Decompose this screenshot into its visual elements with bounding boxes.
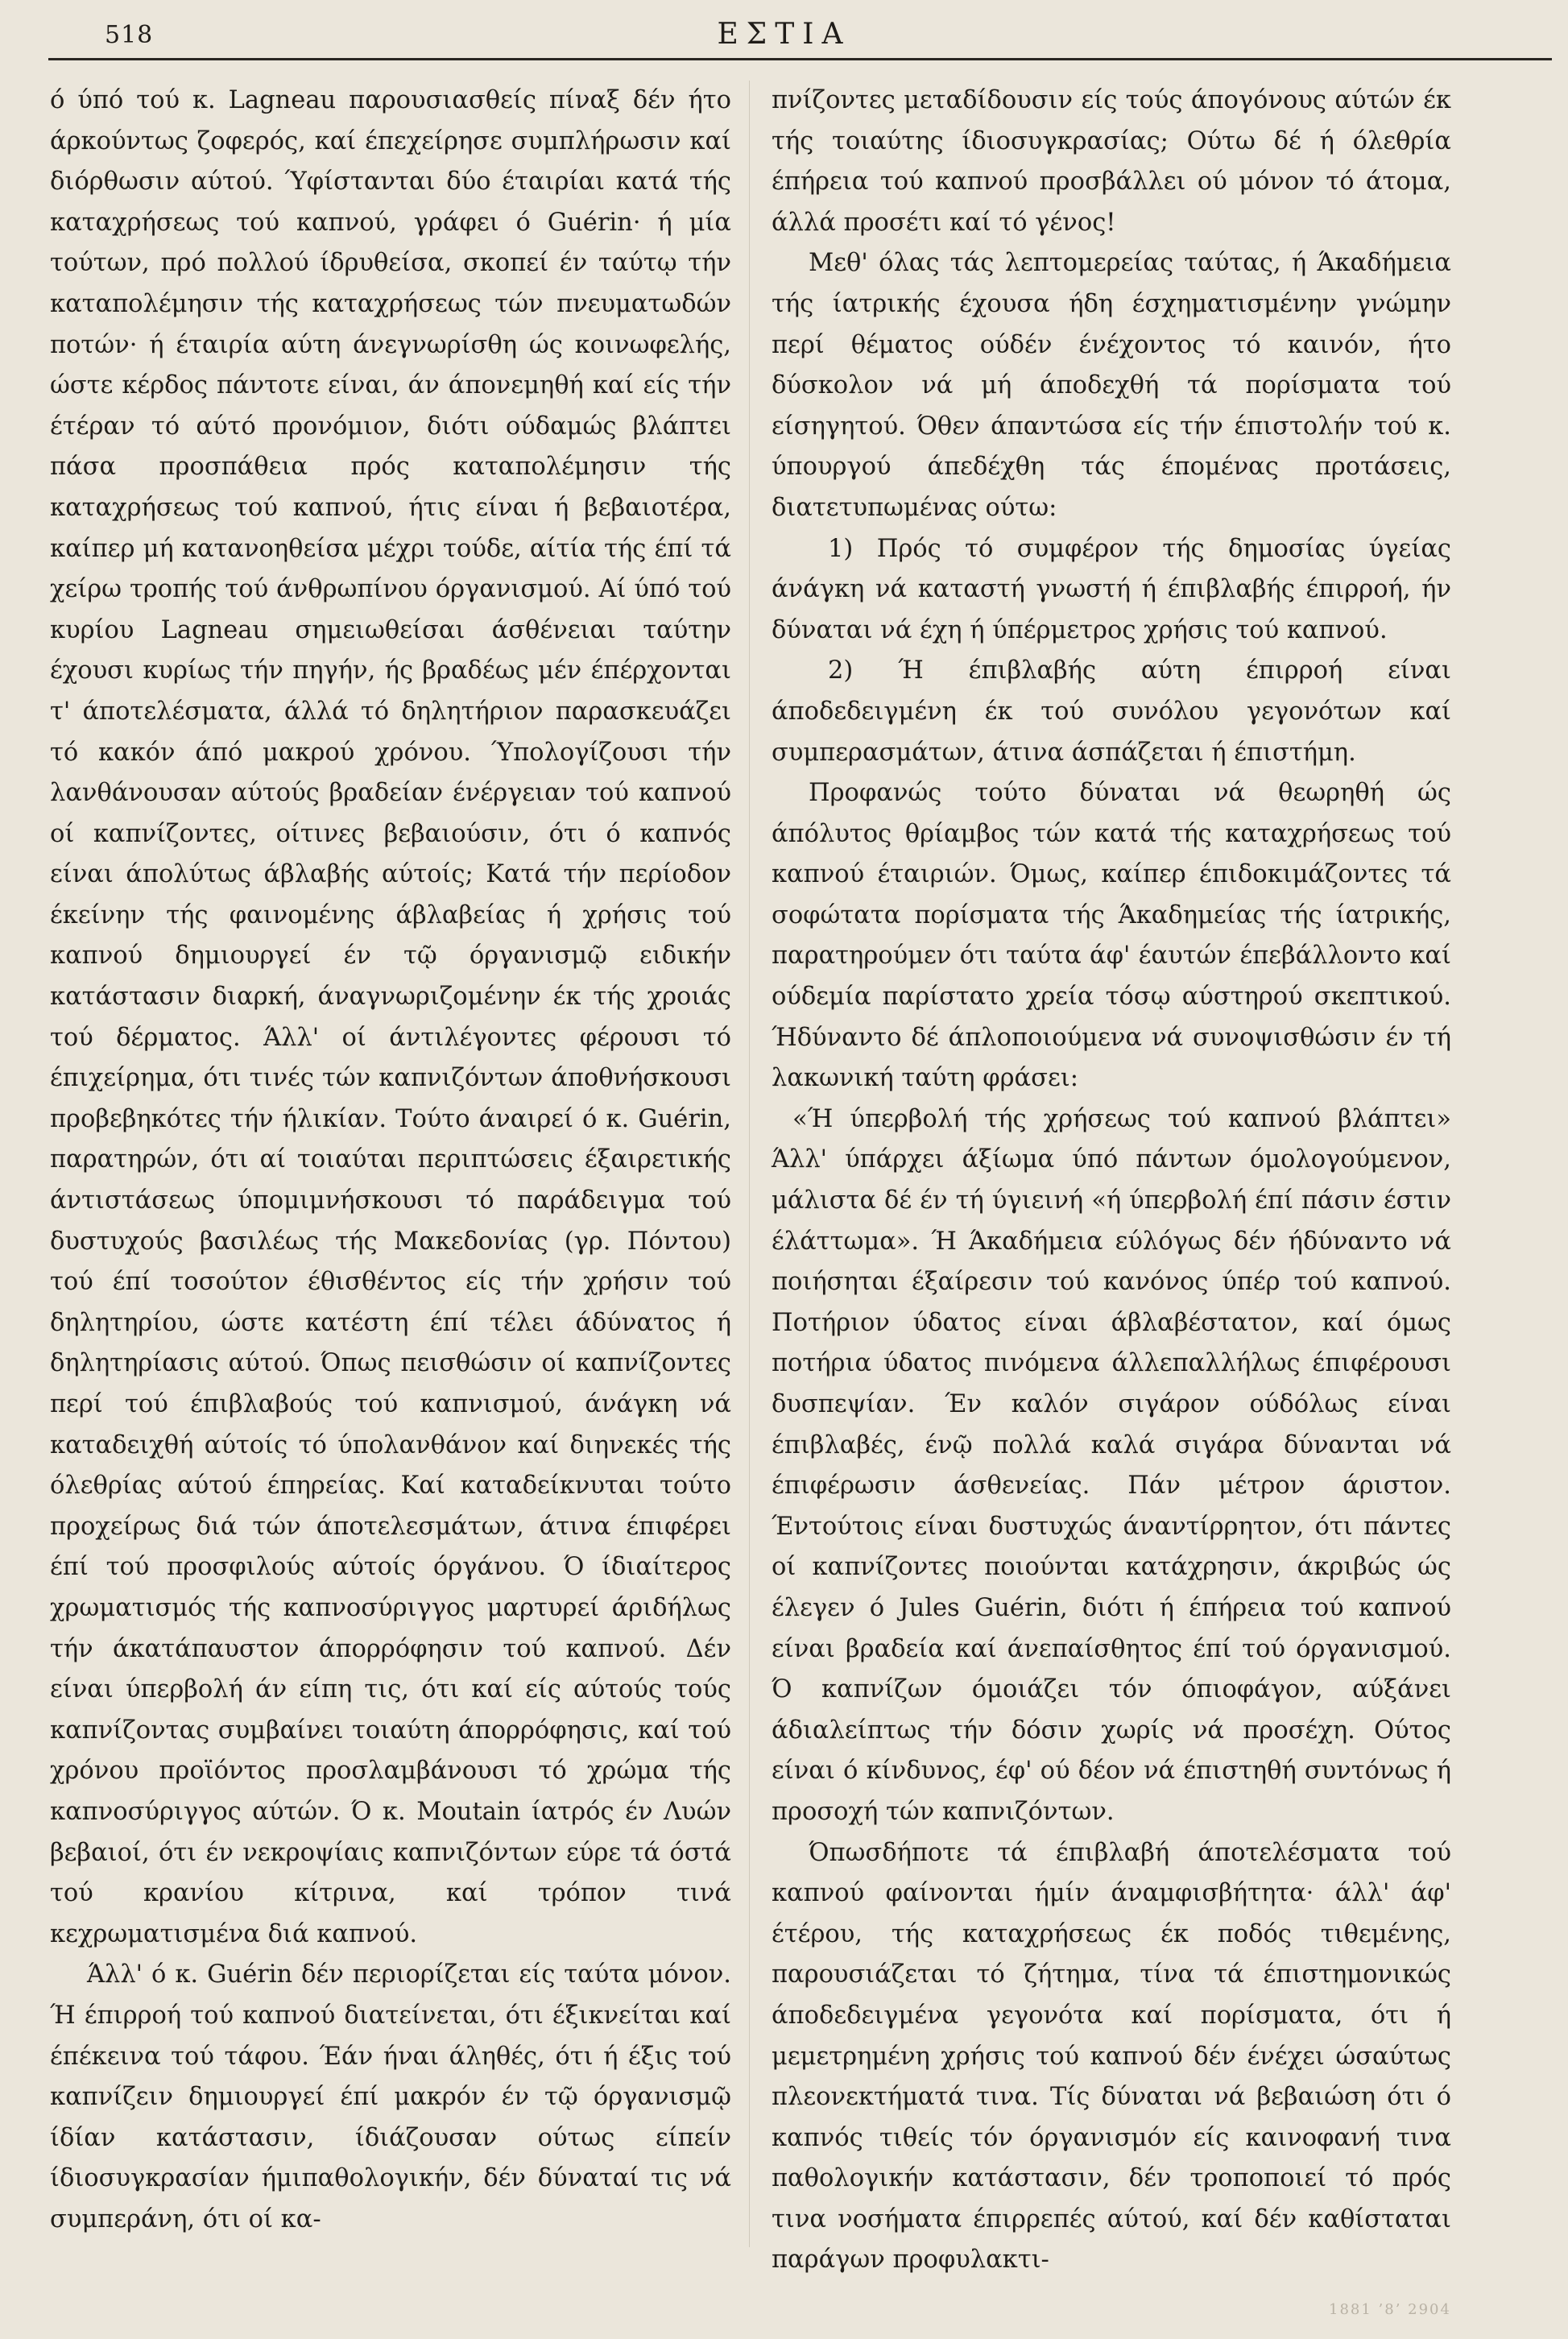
left-paragraph-1: ό ύπό τού κ. Lagneau παρουσιασθείς πίναξ δέν ήτο άρκούντως ζοφερός, καί έπεχείρησε συμπλήρωσιν καί διόρθωσιν αύτού. Ύφίστανται δύο έταιρίαι κατά τής καταχρήσεως τού καπνού, γράφει ό Guérin· ή μία τούτων, πρό πολλού ίδρυθείσα, σκοπεί έν ταύτῳ τήν καταπολέμησιν τής καταχρήσεως τών πνευματωδών ποτών· ή έταιρία αύτη άνεγνωρίσθη ώς κοινωφελής, ώστε κέρδος πάντοτε είναι, άν άπονεμηθή καί είς τήν έτέραν τό αύτό προνόμιον, διότι ούδαμώς βλάπτει πάσα προσπάθεια πρός καταπολέμησιν τής καταχρήσεως τού καπνού, ήτις είναι ή βεβαιοτέρα, καίπερ μή κατανοηθείσα μέχρι τούδε, αίτία τής έπί τά χείρω τροπής τού άνθρωπίνου όργανισμού. Αί ύπό τού κυρίου Lagneau σημειωθείσαι άσθένειαι ταύτην έχουσι κυρίως τήν πηγήν, ής βραδέως μέν έπέρχονται τ' άποτελέσματα, άλλά τό δηλητήριον παρασκευάζει τό κακόν άπό μακρού χρόνου. Ύπολογίζουσι τήν λανθάνουσαν αύτούς βραδείαν ένέργειαν τού καπνού οί καπνίζοντες, οίτινες βεβαιούσιν, ότι ό καπνός είναι άπολύτως άβλαβής αύτοίς; Κατά τήν περίοδον έκείνην τής φαινομένης άβλαβείας ή χρήσις τού καπνού δημιουργεί έν τῷ όργανισμῷ ειδικήν κατάστασιν διαρκή, άναγνωριζομένην έκ τής χροιάς τού δέρματος. Άλλ' οί άντιλέγοντες φέρουσι τό έπιχείρημα, ότι τινές τών καπνιζόντων άποθνήσκουσι προβεβηκότες τήν ήλικίαν. Τούτο άναιρεί ό κ. Guérin, παρατηρών, ότι αί τοιαύται περιπτώσεις έξαιρετικής άντιστάσεως ύπομιμνήσκουσι τό παράδειγμα τού δυστυχούς βασιλέως τής Μακεδονίας (γρ. Πόντου) τού έπί τοσούτον έθισθέντος είς τήν χρήσιν τού δηλητηρίου, ώστε κατέστη έπί τέλει άδύνατος ή δηλητηρίασις αύτού. Όπως πεισθώσιν οί καπνίζοντες περί τού έπιβλαβούς τού καπνισμού, άνάγκη νά καταδειχθή αύτοίς τό ύπολανθάνον καί διηνεκές τής όλεθρίας αύτού έπηρείας. Καί καταδείκνυται τούτο προχείρως διά τών άποτελεσμάτων, άτινα έπιφέρει έπί τού προσφιλούς αύτοίς όργάνου. Ό ίδιαίτερος χρωματισμός τής καπνοσύριγγος μαρτυρεί άριδήλως τήν άκατάπαυστον άπορρόφησιν τού καπνού. Δέν είναι ύπερβολή άν είπη τις, ότι καί είς αύτούς τούς καπνίζοντας συμβαίνει τοιαύτη άπορρόφησις, καί τού χρόνου προϊόντος προσλαμβάνουσι τό χρώμα τής καπνοσύριγγος αύτών. Ό κ. Moutain ίατρός έν Λυών βεβαιοί, ότι έν νεκροψίαις καπνιζόντων εύρε τά όστά τού κρανίου κίτρινα, καί τρόπον τινά κεχρωματισμένα διά καπνού. (50, 86, 731, 1948)
faint-footer-mark: 1881 ’8’ 2904 (1329, 2301, 1451, 2318)
page-number: 518 (105, 21, 154, 49)
right-paragraph-5: Όπωσδήποτε τά έπιβλαβή άποτελέσματα τού καπνού φαίνονται ήμίν άναμφισβήτητα· άλλ' άφ' έτέρου, τής καταχρήσεως έκ ποδός τιθεμένης, παρουσιάζεται τό ζήτημα, τίνα τά έπιστημονικώς άποδεδειγμένα γεγονότα καί πορίσματα, ότι ή μεμετρημένη χρήσις τού καπνού δέν ένέχει ώσαύτως πλεονεκτήματά τινα. Τίς δύναται νά βεβαιώση ότι ό καπνός τιθείς τόν όργανισμόν είς καινοφανή τινα παθολογικήν κατάστασιν, δέν τροποποιεί τό πρός τινα νοσήματα έπιρρεπές αύτού, καί δέν καθίσταται παράγων προφυλακτι- (772, 1838, 1451, 2275)
right-paragraph-4: «Ή ύπερβολή τής χρήσεως τού καπνού βλάπτει» Άλλ' ύπάρχει άξίωμα ύπό πάντων όμολογούμενον, μάλιστα δέ έν τή ύγιεινή «ή ύπερβολή έπί πάσιν έστιν έλάττωμα». Ή Άκαδήμεια εύλόγως δέν ήδύναντο νά ποιήσηται έξαίρεσιν τού κανόνος ύπέρ τού καπνού. Ποτήριον ύδατος είναι άβλαβέστατον, καί όμως ποτήρια ύδατος πινόμενα άλλεπαλλήλως έπιφέρουσι δυσπεψίαν. Έν καλόν σιγάρον ούδόλως είναι έπιβλαβές, ένῷ πολλά καλά σιγάρα δύνανται νά έπιφέρωσιν άσθενείας. Πάν μέτρον άριστον. Έντούτοις είναι δυστυχώς άναντίρρητον, ότι πάντες οί καπνίζοντες ποιούνται κατάχρησιν, άκριβώς ώς έλεγεν ό Jules Guérin, διότι ή έπήρεια τού καπνού είναι βραδεία καί άνεπαίσθητος έπί τού όργανισμού. Ό καπνίζων όμοιάζει τόν όπιοφάγον, αύξάνει άδιαλείπτως τήν δόσιν χωρίς νά προσέχη. Ούτος είναι ό κίνδυνος, έφ' ού δέον νά έπιστηθή συντόνως ή προσοχή τών καπνιζόντων. (772, 1104, 1451, 1826)
left-paragraph-2: Άλλ' ό κ. Guérin δέν περιορίζεται είς ταύτα μόνον. Ή έπιρροή τού καπνού διατείνεται, ότι έξικνείται καί έπέκεινα τού τάφου. Έάν ήναι άληθές, ότι ή έξις τού καπνίζειν δημιουργεί έπί μακρόν έν τῷ όργανισμῷ ίδίαν κατάστασιν, ίδιάζουσαν ούτως είπείν ίδιοσυγκρασίαν ήμιπαθολογικήν, δέν δύναταί τις νά συμπεράνη, ότι οί κα- (50, 1960, 731, 2233)
right-proposition-2: 2) Ή έπιβλαβής αύτη έπιρροή είναι άποδεδειγμένη έκ τού συνόλου γεγονότων καί συμπερασμάτων, άτινα άσπάζεται ή έπιστήμη. (772, 656, 1451, 767)
right-paragraph-3: Προφανώς τούτο δύναται νά θεωρηθή ώς άπόλυτος θρίαμβος τών κατά τής καταχρήσεως τού καπνού έταιριών. Όμως, καίπερ έπιδοκιμάζοντες τά σοφώτατα πορίσματα τής Άκαδημείας τής ίατρικής, παρατηρούμεν ότι ταύτα άφ' έαυτών έπεβάλλοντο καί ούδεμία παρίστατο χρεία τόσῳ αύστηρού σκεπτικού. Ήδύναντο δέ άπλοποιούμενα νά συνοψισθώσιν έν τή λακωνική ταύτη φράσει: (772, 779, 1451, 1093)
running-title: ΕΣΤΙΑ (717, 18, 851, 51)
page-header (48, 8, 1520, 55)
right-paragraph-1: πνίζοντες μεταδίδουσιν είς τούς άπογόνους αύτών έκ τής τοιαύτης ίδιοσυγκρασίας; Ούτω δέ ή όλεθρία έπήρεια τού καπνού προσβάλλει ού μόνον τό άτομα, άλλά προσέτι καί τό γένος! (772, 86, 1451, 237)
right-paragraph-2: Μεθ' όλας τάς λεπτομερείας ταύτας, ή Άκαδήμεια τής ίατρικής έχουσα ήδη έσχηματισμένην γνώμην περί θέματος ούδέν ένέχοντος τό καινόν, ήτο δύσκολον νά μή άποδεχθή τά πορίσματα τού είσηγητού. Όθεν άπαντώσα είς τήν έπιστολήν τού κ. ύπουργού άπεδέχθη τάς έπομένας προτάσεις, διατετυπωμένας ούτω: (772, 249, 1451, 522)
right-proposition-1: 1) Πρός τό συμφέρον τής δημοσίας ύγείας άνάγκη νά καταστή γνωστή ή έπιβλαβής έπιρροή, ήν δύναται νά έχη ή ύπέρμετρος χρήσις τού καπνού. (772, 534, 1451, 644)
right-column (772, 81, 1451, 2281)
left-column (50, 81, 731, 2240)
column-divider (749, 81, 750, 2247)
header-rule (48, 58, 1552, 60)
